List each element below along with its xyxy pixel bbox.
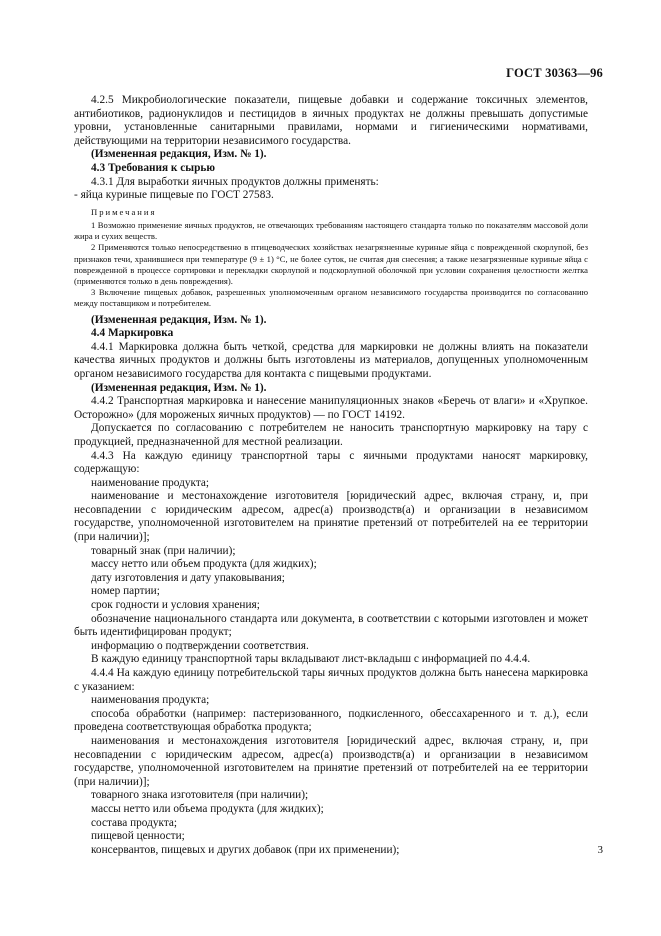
list-item: массы нетто или объема продукта (для жидких); <box>91 802 324 815</box>
list-item: товарный знак (при наличии); <box>91 544 236 557</box>
clause-4-3-1: 4.3.1 Для выработки яичных продуктов должны применять: <box>91 175 379 188</box>
list-item: способа обработки (например: пастеризованного, подкисленного, обессахаренного и т. д.), если проведена соответствующая обработка продукта; <box>74 707 588 734</box>
clause-4-4-4: 4.4.4 На каждую единицу потребительской тары яичных продуктов должна быть нанесена маркировка с указанием: <box>74 667 588 693</box>
list-item: состава продукта; <box>91 816 178 829</box>
list-item: номер партии; <box>91 585 160 598</box>
page-number: 3 <box>597 844 603 856</box>
clause-4-4-3-paragraph: В каждую единицу транспортной тары вкладывают лист-вкладыш с информацией по 4.4.4. <box>91 653 531 666</box>
list-item: наименование и местонахождение изготовителя [юридический адрес, включая страну, и, при несовпадении с юридическим адресом, адрес(а) производств(а) и организации в независимом государстве, уполномоченной изготовителем на принятие претензий от потребителей на ее территории (при наличии)]; <box>74 490 588 544</box>
note-1: 1 Возможно применение яичных продуктов, не отвечающих требованиям настоящего стандарта только по показателям массовой доли жира и сухих веществ. <box>74 219 588 242</box>
list-item: массу нетто или объем продукта (для жидких); <box>91 558 317 571</box>
notes-title: Примечания <box>91 206 157 217</box>
list-item: дату изготовления и дату упаковывания; <box>91 571 285 584</box>
amendment-note: (Измененная редакция, Изм. № 1). <box>91 148 267 161</box>
section-heading-4-3: 4.3 Требования к сырью <box>91 161 215 174</box>
list-item: пищевой ценности; <box>91 830 185 843</box>
amendment-note: (Измененная редакция, Изм. № 1). <box>91 381 267 394</box>
list-item: наименование продукта; <box>91 476 210 489</box>
section-heading-4-4: 4.4 Маркировка <box>91 327 174 340</box>
list-item: наименования продукта; <box>91 694 210 707</box>
clause-4-4-2: 4.4.2 Транспортная маркировка и нанесение манипуляционных знаков «Беречь от влаги» и «Хрупкое. Осторожно» (для мороженых яичных продуктов) — по ГОСТ 14192. <box>74 395 588 421</box>
list-item: товарного знака изготовителя (при наличии); <box>91 789 309 802</box>
notes-block <box>74 207 588 310</box>
list-item: консервантов, пищевых и других добавок (при их применении); <box>91 843 400 856</box>
note-3: 3 Включение пищевых добавок, разрешенных уполномоченным органом независимого государства производится по согласованию между поставщиком и потребителем. <box>74 287 588 309</box>
amendment-note: (Измененная редакция, Изм. № 1). <box>91 313 267 326</box>
list-item: информацию о подтверждении соответствия. <box>91 639 309 652</box>
clause-4-4-1: 4.4.1 Маркировка должна быть четкой, средства для маркировки не должны влиять на показатели качества яичных продуктов и должны быть изготовлены из материалов, допущенных уполномоченным органом независимого государства для контакта с пищевыми продуктами. <box>74 340 588 380</box>
document-code-header: ГОСТ 30363—96 <box>506 66 603 80</box>
clause-4-2-5: 4.2.5 Микробиологические показатели, пищевые добавки и содержание токсичных элементов, антибиотиков, радионуклидов и пестицидов в яичных продуктах не должны превышать допустимые уровни, установленные санитарными правилами, нормами и гигиеническими нормативами, действующими на территории независимого государства. <box>74 94 588 147</box>
clause-4-4-3: 4.4.3 На каждую единицу транспортной тары с яичными продуктами наносят маркировку, содержащую: <box>74 449 588 476</box>
list-item: срок годности и условия хранения; <box>91 599 260 612</box>
document-body <box>74 94 588 857</box>
clause-4-3-1-item: - яйца куриные пищевые по ГОСТ 27583. <box>74 189 274 202</box>
list-item: наименования и местонахождения изготовителя [юридический адрес, включая страну, и, при несовпадении с юридическим адресом, адрес(а) производств(а) и организации в независимом государстве, уполномоченной изготовителем на принятие претензий от потребителей на ее территории (при наличии)]; <box>74 734 588 788</box>
note-2: 2 Применяются только непосредственно в птицеводческих хозяйствах незагрязненные куриные яйца с поврежденной скорлупой, без признаков течи, хранившиеся при температуре (9 ± 1) °С, не более суток, не считая дня снесения; а также незагрязненные куриные яйца с поврежденной в процессе сортировки и перекладки скорлупой и подскорлупной оболочкой при условии сохранения целостности желтка (применяются только в день повреждения). <box>74 242 588 286</box>
list-item: обозначение национального стандарта или документа, в соответствии с которыми изготовлен и может быть идентифицирован продукт; <box>74 612 588 639</box>
clause-4-4-2-paragraph: Допускается по согласованию с потребителем не наносить транспортную маркировку на тару с продукцией, предназначенной для местной реализации. <box>74 422 588 448</box>
